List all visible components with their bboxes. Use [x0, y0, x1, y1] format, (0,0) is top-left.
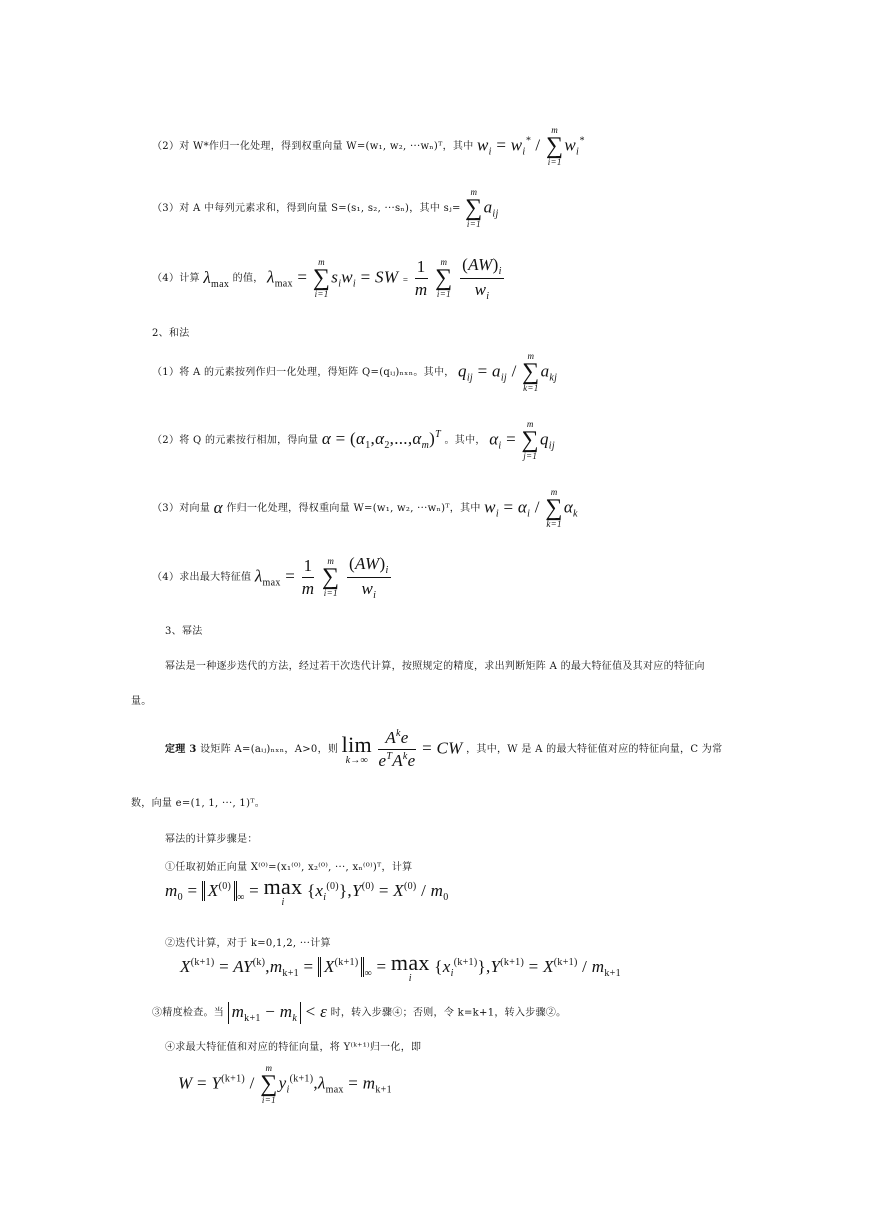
s2-step1: [152, 352, 557, 393]
theorem-text-b: ，其中，W 是 A 的最大特征值对应的特征向量，C 为常: [466, 744, 723, 755]
s1-step4: [152, 255, 506, 302]
s2-step2-text: （2）将 Q 的元素按行相加，得向量: [152, 434, 319, 446]
s3-para1b: 量。: [131, 696, 152, 707]
s1-step3: [152, 188, 499, 229]
theorem-text-c: 数，向量 e=(1, 1, ···, 1)ᵀ。: [131, 798, 266, 809]
formula-q-normalize: $q_{ij} = a_{ij}$ / m ∑ k=1 $a_{kj}$: [458, 351, 558, 393]
s1-step2-text: （2）对 W*作归一化处理，得到权重向量 W=(w₁, w₂, ···wₙ)ᵀ，其中: [152, 140, 474, 152]
formula-iteration: $X^{(k+1)} = AY^{(k)},m_{k+1} = X^{(k+1)}_\infty$ = max i $\{x_i^{(k+1)}\},Y^{(k+1)} = X^{(k+1)} / m_{k+1}$: [180, 950, 621, 984]
s3-para1: 幂法是一种逐步迭代的方法，经过若干次迭代计算，按照规定的精度，求出判断矩阵 A 的最大特征值及其对应的特征向: [165, 661, 705, 672]
step3: [152, 1002, 566, 1024]
s2-step4-text: （4）求出最大特征值: [152, 572, 252, 583]
s2-step2: [152, 420, 555, 461]
formula-alpha-i: $\alpha_i$ = m ∑ j=1 $q_{ij}$: [489, 419, 555, 461]
s2-step3-text2: 作归一化处理，得权重向量 W=(w₁, w₂, ···wₙ)ᵀ，其中: [226, 502, 481, 514]
s3-heading: 3、幂法: [165, 626, 203, 637]
formula-m0: $m_0 = X^{(0)}_\infty$ = max i $\{x_i^{(0)}\},Y^{(0)} = X^{(0)} / m_0$: [165, 874, 449, 908]
formula-alpha-vector: $\alpha = (\alpha_1,\alpha_2,...,\alpha_m)^T$: [321, 429, 442, 452]
theorem-label: 定理 3: [165, 744, 197, 755]
s2-step4: [152, 554, 393, 601]
lambda-max-symbol: $\lambda_{max}$: [203, 267, 230, 290]
step4-text: ④求最大特征值和对应的特征向量，将 Y⁽ᵏ⁺¹⁾归一化，即: [165, 1042, 422, 1053]
steps-title: 幂法的计算步骤是：: [165, 834, 258, 845]
s1-step4-label2: 的值，: [232, 273, 264, 284]
s1-step4-label: （4）计算: [152, 273, 200, 284]
step2-text: ②迭代计算，对于 k=0,1,2, ···计算: [165, 938, 331, 949]
formula-lambda-max-2: $\lambda_{max}$ = $\frac{1}{m}$ m ∑ i=1 $\frac{(AW)_i}{w_i}$: [254, 554, 389, 601]
formula-precision: $m_{k+1} - m_k < \varepsilon$: [228, 1002, 327, 1024]
s2-heading: 2、和法: [152, 328, 190, 339]
formula-lambda-max: $\lambda_{max}$ = m ∑ i=1 $s_iw_i$ = SW = $\frac{1}{m}$ m ∑ i=1 $\frac{(AW)_i}{w_i}$: [267, 255, 502, 302]
formula-w-normalize: $w_i = w_i^*$ / m ∑ i=1 $w_i^*$: [477, 125, 585, 167]
formula-w-alpha: $w_i = \alpha_i$ / m ∑ k=1 $\alpha_k$: [484, 487, 578, 529]
formula-s-sum: m ∑ i=1 $a_{ij}$: [465, 187, 499, 229]
s2-step3-text: （3）对向量: [152, 502, 211, 514]
theorem-3: [165, 728, 722, 771]
s2-step3: [152, 488, 578, 529]
step2-formula: [180, 952, 621, 984]
formula-limit: lim k→∞ $\frac{A^ke}{e^TA^ke}$ = CW: [341, 728, 463, 770]
step1-text: ①任取初始正向量 X⁽⁰⁾=(x₁⁽⁰⁾, x₂⁽⁰⁾, ···, xₙ⁽⁰⁾)ᵀ，计算: [165, 862, 413, 873]
formula-final: $W = Y^{(k+1)}$ / m ∑ i=1 $y_i^{(k+1)},\lambda_{max} = m_{k+1}$: [178, 1063, 392, 1105]
theorem-text-a: 设矩阵 A=(aᵢⱼ)ₙₓₙ，A>0，则: [200, 744, 339, 755]
step3-text-a: ③精度检查。当: [152, 1007, 225, 1019]
s2-step2-text2: 。其中，: [444, 434, 486, 446]
s1-step3-text: （3）对 A 中每列元素求和，得到向量 S=(s₁, s₂, ···sₙ)，其中 sⱼ=: [152, 202, 461, 214]
step3-text-b: 时，转入步骤④；否则，令 k=k+1，转入步骤②。: [330, 1007, 567, 1019]
s1-step2: [152, 126, 584, 167]
s2-step1-text: （1）将 A 的元素按列作归一化处理，得矩阵 Q=(qᵢⱼ)ₙₓₙ。其中，: [152, 366, 455, 378]
step1-formula: [165, 876, 449, 908]
alpha-symbol: α: [213, 498, 223, 518]
step4-formula: [178, 1064, 392, 1105]
